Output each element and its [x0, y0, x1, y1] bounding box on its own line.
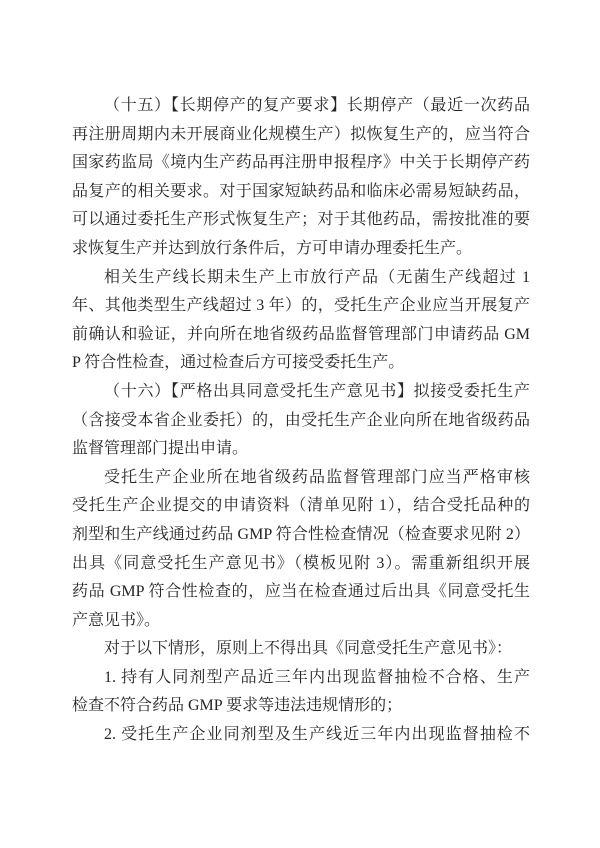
text-line: 国家药监局《境内生产药品再注册申报程序》中关于长期停产药	[72, 154, 530, 172]
text-line: P 符合性检查，通过检查后方可接受委托生产。	[72, 354, 405, 372]
text-line: 受托生产企业提交的申请资料（清单见附 1），结合受托品种的	[72, 497, 530, 515]
text-line: 产意见书》。	[72, 611, 161, 629]
text-line: 前确认和验证，并向所在地省级药品监督管理部门申请药品 GM	[72, 325, 530, 343]
text-line: 可以通过委托生产形式恢复生产；对于其他药品，需按批准的要	[72, 211, 530, 229]
paragraph-3	[72, 378, 530, 464]
paragraph-6	[72, 664, 530, 721]
text-line: 品复产的相关要求。对于国家短缺药品和临床必需易短缺药品，	[72, 182, 530, 200]
text-line: 再注册周期内未开展商业化规模生产）拟恢复生产的，应当符合	[72, 125, 530, 143]
text-line: 1. 持有人同剂型产品近三年内出现监督抽检不合格、生产	[104, 668, 530, 686]
text-line: 监督管理部门提出申请。	[72, 440, 249, 458]
text-line: （十五）【长期停产的复产要求】长期停产（最近一次药品	[104, 97, 530, 114]
text-line: 检查不符合药品 GMP 要求等违法违规情形的；	[72, 697, 403, 715]
page-text	[72, 92, 530, 750]
text-line: 年、其他类型生产线超过 3 年）的，受托生产企业应当开展复产	[72, 297, 530, 315]
text-line: 受托生产企业所在地省级药品监督管理部门应当严格审核	[104, 468, 530, 486]
text-line: 出具《同意受托生产意见书》（模板见附 3）。需重新组织开展	[72, 554, 530, 572]
text-line: 药品 GMP 符合性检查的，应当在检查通过后出具《同意受托生	[72, 583, 530, 601]
text-line: 相关生产线长期未生产上市放行产品（无菌生产线超过 1	[104, 268, 530, 286]
paragraph-5	[72, 635, 530, 664]
text-line: 求恢复生产并达到放行条件后，方可申请办理委托生产。	[72, 239, 473, 257]
text-line: （含接受本省企业委托）的，由受托生产企业向所在地省级药品	[72, 411, 530, 429]
paragraph-7	[72, 721, 530, 750]
paragraph-2	[72, 264, 530, 378]
text-line: 剂型和生产线通过药品 GMP 符合性检查情况（检查要求见附 2）	[72, 525, 530, 543]
text-line: （十六）【严格出具同意受托生产意见书】拟接受委托生产	[104, 382, 530, 400]
paragraph-4	[72, 464, 530, 636]
text-line: 对于以下情形，原则上不得出具《同意受托生产意见书》：	[104, 640, 513, 658]
text-line: 2. 受托生产企业同剂型及生产线近三年内出现监督抽检不	[104, 726, 530, 744]
paragraph-1	[72, 92, 530, 264]
